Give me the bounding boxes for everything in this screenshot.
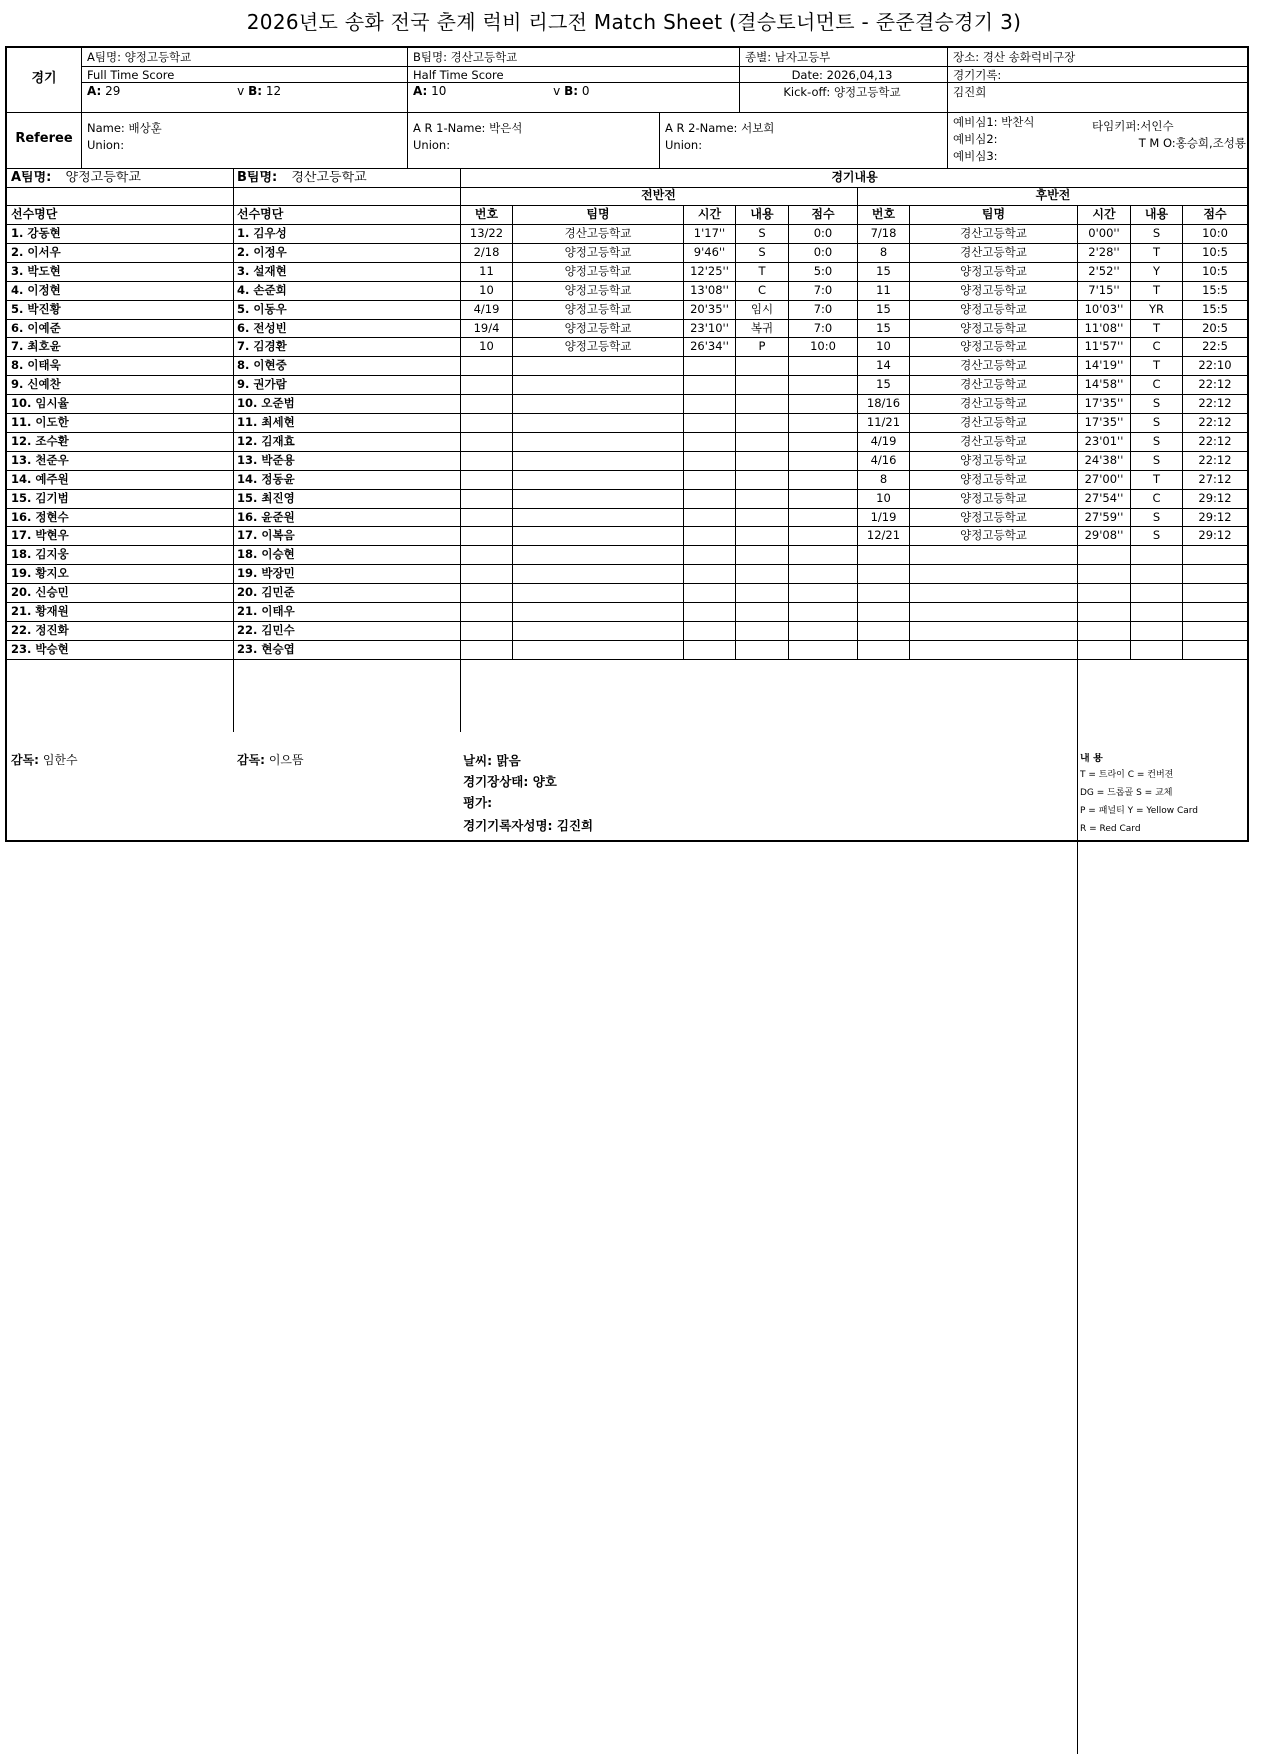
first-half-event-cell: 2/18 xyxy=(473,244,500,259)
player-a-row: 7. 최호윤 xyxy=(11,339,61,354)
divider xyxy=(909,205,910,659)
divider xyxy=(7,112,1247,113)
second-half-event-cell: 22:12 xyxy=(1198,377,1232,392)
divider xyxy=(7,432,1247,433)
second-half-event-cell: 22:10 xyxy=(1198,358,1232,373)
second-half-event-cell: 15 xyxy=(876,301,891,316)
player-a-row: 4. 이정현 xyxy=(11,282,61,297)
divider xyxy=(659,112,660,168)
first-half-event-cell: 0:0 xyxy=(813,244,833,259)
second-half-event-cell: 양정고등학교 xyxy=(960,320,1027,335)
second-half-event-cell: 4/16 xyxy=(870,452,897,467)
first-half-event-cell: 10:0 xyxy=(810,339,836,354)
team-a-title-label: A팀명: xyxy=(11,171,52,185)
tmo: T M O:홍승희,조성룡 xyxy=(1138,136,1246,150)
first-half-event-cell: 임시 xyxy=(750,301,774,316)
team-a-label: A팀명: 양정고등학교 xyxy=(87,50,192,64)
half-time-score xyxy=(413,84,733,98)
content-title: 경기내용 xyxy=(831,170,878,184)
player-b-row: 12. 김재효 xyxy=(237,433,295,448)
first-half-event-cell: S xyxy=(758,226,766,240)
team-b-title-label: B팀명: xyxy=(237,171,278,185)
second-half-title: 후반전 xyxy=(1035,188,1071,202)
second-half-event-cell: 10'03'' xyxy=(1084,301,1124,316)
second-half-event-cell: 양정고등학교 xyxy=(960,263,1027,278)
reserve-referee-1: 예비심1: 박찬식 xyxy=(953,115,1035,129)
legend-line-1: T = 트라이 C = 컨버젼 xyxy=(1080,770,1174,780)
venue-label: 장소: 경산 송화럭비구장 xyxy=(953,50,1076,64)
first-half-event-cell: T xyxy=(758,263,766,278)
second-half-event-cell: YR xyxy=(1148,301,1164,316)
second-half-event-cell: 1/19 xyxy=(870,509,897,524)
first-half-event-cell: 7:0 xyxy=(813,301,833,316)
first-half-event-cell: 경산고등학교 xyxy=(564,226,632,240)
second-half-event-cell: 27:12 xyxy=(1198,471,1232,486)
player-a-row: 11. 이도한 xyxy=(11,415,69,429)
divider xyxy=(1077,659,1078,1659)
reserve-referee-3: 예비심3: xyxy=(953,149,998,163)
full-a-val: 29 xyxy=(105,84,121,98)
second-half-event-cell: 27'54'' xyxy=(1084,490,1124,505)
half-b-val: 0 xyxy=(581,84,590,98)
second-half-header-0: 번호 xyxy=(871,207,896,221)
player-b-row: 8. 이현중 xyxy=(237,358,287,373)
ar1-union: Union: xyxy=(413,138,451,152)
second-half-event-cell: 14 xyxy=(876,358,891,373)
first-half-event-cell: 5:0 xyxy=(813,263,833,278)
coach-b-name: 이으뜸 xyxy=(268,753,304,767)
second-half-event-cell: 7/18 xyxy=(870,226,897,240)
player-a-row: 5. 박진황 xyxy=(11,301,61,316)
second-half-event-cell: T xyxy=(1152,471,1161,486)
second-half-event-cell: 11'57'' xyxy=(1084,339,1124,354)
coach-a xyxy=(11,753,231,767)
second-half-event-cell: 8 xyxy=(879,244,888,259)
second-half-event-cell: T xyxy=(1152,244,1161,259)
category-label: 종별: 남자고등부 xyxy=(745,50,831,64)
divider xyxy=(7,621,1247,622)
divider xyxy=(1077,205,1078,659)
divider xyxy=(7,224,1247,225)
full-b: B: xyxy=(248,84,263,98)
player-b-row: 1. 김우성 xyxy=(237,226,287,240)
player-a-row: 9. 신예찬 xyxy=(11,377,61,392)
player-b-row: 23. 현승엽 xyxy=(237,641,295,656)
player-a-row: 2. 이서우 xyxy=(11,244,61,259)
second-half-event-cell: 15 xyxy=(876,320,891,335)
divider xyxy=(7,640,1247,641)
first-half-event-cell: 양정고등학교 xyxy=(564,320,632,335)
second-half-event-cell: 17'35'' xyxy=(1084,396,1124,411)
half-b: B: xyxy=(564,84,579,98)
first-half-event-cell: 9'46'' xyxy=(693,244,726,259)
divider xyxy=(7,451,1247,452)
second-half-event-cell: 2'28'' xyxy=(1088,244,1120,259)
player-b-row: 3. 설재현 xyxy=(237,263,287,278)
first-half-header-3: 내용 xyxy=(750,207,774,221)
second-half-event-cell: 14'19'' xyxy=(1084,358,1124,373)
divider xyxy=(81,82,1247,83)
player-b-row: 19. 박장민 xyxy=(237,566,295,581)
legend-title: 내 용 xyxy=(1080,753,1103,764)
match-label: 경기 xyxy=(31,71,57,86)
second-half-event-cell: T xyxy=(1152,282,1161,297)
divider xyxy=(7,508,1247,509)
second-half-event-cell: 22:12 xyxy=(1198,433,1232,448)
evaluation: 평가: xyxy=(463,796,493,810)
half-v: v xyxy=(553,84,561,98)
team-a-title-name: 양정고등학교 xyxy=(65,171,141,185)
second-half-event-cell: 4/19 xyxy=(870,433,897,448)
second-half-event-cell: 양정고등학교 xyxy=(960,509,1027,524)
second-half-event-cell: 27'59'' xyxy=(1084,509,1124,524)
divider xyxy=(7,262,1247,263)
team-a-title xyxy=(11,171,231,185)
second-half-event-cell: 29:12 xyxy=(1198,528,1232,543)
first-half-event-cell: 10 xyxy=(479,339,494,354)
ar1-name: A R 1-Name: 박은석 xyxy=(413,121,523,135)
second-half-event-cell: 23'01'' xyxy=(1084,433,1124,448)
full-time-score xyxy=(87,84,407,98)
player-a-row: 10. 임시율 xyxy=(11,396,69,411)
roster-header-b: 선수명단 xyxy=(237,207,284,221)
divider xyxy=(7,470,1247,471)
second-half-event-cell: 경산고등학교 xyxy=(960,415,1027,429)
second-half-event-cell: 0'00'' xyxy=(1088,226,1120,240)
first-half-event-cell: 23'10'' xyxy=(690,320,729,335)
divider xyxy=(7,243,1247,244)
divider xyxy=(1130,205,1131,659)
full-time-label: Full Time Score xyxy=(87,68,175,82)
second-half-event-cell: 20:5 xyxy=(1202,320,1228,335)
field-condition: 경기장상태: 양호 xyxy=(463,775,557,789)
second-half-event-cell: 양정고등학교 xyxy=(960,490,1027,505)
second-half-event-cell: Y xyxy=(1152,263,1161,278)
divider xyxy=(7,300,1247,301)
second-half-event-cell: T xyxy=(1152,358,1161,373)
divider xyxy=(739,48,740,112)
player-b-row: 18. 이승현 xyxy=(237,547,295,562)
divider xyxy=(7,413,1247,414)
player-a-row: 6. 이예준 xyxy=(11,320,61,335)
second-half-event-cell: S xyxy=(1152,226,1161,240)
half-time-label: Half Time Score xyxy=(413,68,504,82)
full-v: v xyxy=(237,84,245,98)
player-b-row: 9. 권가람 xyxy=(237,377,287,392)
divider xyxy=(7,319,1247,320)
first-half-event-cell: 양정고등학교 xyxy=(564,244,632,259)
divider xyxy=(7,356,1247,357)
player-a-row: 14. 예주원 xyxy=(11,471,69,486)
first-half-event-cell: 11 xyxy=(479,263,494,278)
divider xyxy=(7,602,1247,603)
first-half-header-1: 팀명 xyxy=(586,207,610,221)
first-half-event-cell: P xyxy=(758,339,766,354)
second-half-event-cell: 11/21 xyxy=(866,415,901,429)
player-a-row: 13. 천준우 xyxy=(11,452,69,467)
second-half-event-cell: 10:5 xyxy=(1202,263,1228,278)
divider xyxy=(81,66,1247,67)
second-half-header-3: 내용 xyxy=(1144,207,1169,221)
record-label: 경기기록: xyxy=(953,68,1002,82)
reserve-referee-2: 예비심2: xyxy=(953,132,998,146)
first-half-event-cell: 양정고등학교 xyxy=(564,339,632,354)
first-half-event-cell: 19/4 xyxy=(473,320,500,335)
legend-line-2: DG = 드롭골 S = 교체 xyxy=(1080,788,1173,798)
second-half-event-cell: 양정고등학교 xyxy=(960,301,1027,316)
player-b-row: 13. 박준용 xyxy=(237,452,295,467)
second-half-event-cell: 경산고등학교 xyxy=(960,377,1027,392)
record-writer: 경기기록자성명: 김진희 xyxy=(463,819,594,833)
referee-union: Union: xyxy=(87,138,125,152)
player-a-row: 22. 정진화 xyxy=(11,622,69,637)
player-a-row: 12. 조수환 xyxy=(11,433,69,448)
kickoff: Kick-off: 양정고등학교 xyxy=(783,85,901,99)
divider xyxy=(7,489,1247,490)
first-half-event-cell: S xyxy=(758,244,766,259)
second-half-event-cell: 22:5 xyxy=(1202,339,1228,354)
first-half-event-cell: 26'34'' xyxy=(690,339,729,354)
weather: 날씨: 맑음 xyxy=(463,754,521,768)
second-half-event-cell: 11 xyxy=(876,282,891,297)
divider xyxy=(947,48,948,168)
divider xyxy=(7,337,1247,338)
player-a-row: 18. 김지웅 xyxy=(11,547,69,562)
divider xyxy=(7,375,1247,376)
second-half-event-cell: 29:12 xyxy=(1198,509,1232,524)
second-half-event-cell: 양정고등학교 xyxy=(960,528,1027,543)
player-b-row: 21. 이태우 xyxy=(237,604,295,618)
second-half-event-cell: 27'00'' xyxy=(1084,471,1124,486)
player-a-row: 15. 김기범 xyxy=(11,490,69,505)
second-half-event-cell: 15:5 xyxy=(1202,282,1228,297)
coach-a-name: 임한수 xyxy=(42,753,78,767)
second-half-event-cell: 15 xyxy=(876,377,891,392)
match-sheet xyxy=(5,46,1249,842)
second-half-event-cell: 양정고등학교 xyxy=(960,452,1027,467)
first-half-event-cell: 양정고등학교 xyxy=(564,263,632,278)
player-b-row: 20. 김민준 xyxy=(237,585,295,600)
second-half-event-cell: 29:12 xyxy=(1198,490,1232,505)
player-a-row: 20. 신승민 xyxy=(11,585,69,600)
divider xyxy=(460,205,1247,206)
second-half-event-cell: S xyxy=(1152,528,1161,543)
ar2-name: A R 2-Name: 서보희 xyxy=(665,121,775,135)
player-b-row: 14. 정동윤 xyxy=(237,471,295,486)
first-half-event-cell: 7:0 xyxy=(813,320,833,335)
second-half-event-cell: 14'58'' xyxy=(1084,377,1124,392)
team-b-title-name: 경산고등학교 xyxy=(291,171,367,185)
player-b-row: 16. 윤준원 xyxy=(237,509,295,524)
referee-label: Referee xyxy=(15,131,73,146)
second-half-event-cell: C xyxy=(1152,339,1161,354)
second-half-event-cell: 7'15'' xyxy=(1088,282,1120,297)
divider xyxy=(7,526,1247,527)
first-half-event-cell: 4/19 xyxy=(473,301,500,316)
divider xyxy=(1182,205,1183,659)
second-half-event-cell: C xyxy=(1152,377,1161,392)
first-half-title: 전반전 xyxy=(641,188,676,202)
second-half-event-cell: 10 xyxy=(876,339,891,354)
first-half-event-cell: 양정고등학교 xyxy=(564,301,632,316)
player-a-row: 21. 황재원 xyxy=(11,604,69,618)
first-half-event-cell: 1'17'' xyxy=(693,226,726,240)
roster-header-a: 선수명단 xyxy=(11,207,58,221)
player-a-row: 3. 박도현 xyxy=(11,263,61,278)
first-half-event-cell: 13/22 xyxy=(469,226,504,240)
second-half-event-cell: 경산고등학교 xyxy=(960,433,1027,448)
coach-a-label: 감독: xyxy=(11,753,39,767)
player-b-row: 5. 이동우 xyxy=(237,301,287,316)
divider xyxy=(683,205,684,659)
second-half-event-cell: 양정고등학교 xyxy=(960,339,1027,354)
player-a-row: 8. 이태욱 xyxy=(11,358,61,373)
divider xyxy=(7,281,1247,282)
second-half-header-4: 점수 xyxy=(1203,207,1227,221)
second-half-event-cell: 15:5 xyxy=(1202,301,1228,316)
divider xyxy=(857,187,858,659)
second-half-event-cell: C xyxy=(1152,490,1161,505)
first-half-event-cell: 13'08'' xyxy=(690,282,729,297)
player-a-row: 16. 정현수 xyxy=(11,509,69,524)
divider xyxy=(7,659,1247,660)
second-half-event-cell: 12/21 xyxy=(866,528,901,543)
first-half-event-cell: 20'35'' xyxy=(690,301,729,316)
legend-line-3: P = 패널티 Y = Yellow Card xyxy=(1080,806,1199,816)
second-half-event-cell: 경산고등학교 xyxy=(960,226,1027,240)
second-half-event-cell: 10:0 xyxy=(1202,226,1228,240)
team-b-label: B팀명: 경산고등학교 xyxy=(413,50,518,64)
divider xyxy=(7,564,1247,565)
full-a: A: xyxy=(87,84,102,98)
match-date: Date: 2026,04,13 xyxy=(791,68,893,82)
second-half-event-cell: 경산고등학교 xyxy=(960,244,1027,259)
second-half-event-cell: 11'08'' xyxy=(1084,320,1124,335)
player-a-row: 1. 강동현 xyxy=(11,226,61,240)
first-half-event-cell: 0:0 xyxy=(813,226,833,240)
half-a: A: xyxy=(413,84,428,98)
divider xyxy=(788,205,789,659)
second-half-event-cell: S xyxy=(1152,452,1161,467)
second-half-event-cell: 양정고등학교 xyxy=(960,282,1027,297)
first-half-header-2: 시간 xyxy=(697,207,722,221)
divider xyxy=(7,168,1247,169)
first-half-event-cell: 복귀 xyxy=(750,320,774,335)
first-half-event-cell: C xyxy=(757,282,767,297)
divider xyxy=(7,583,1247,584)
player-b-row: 4. 손준희 xyxy=(237,282,287,297)
second-half-event-cell: 10:5 xyxy=(1202,244,1228,259)
referee-name: Name: 배상훈 xyxy=(87,121,162,135)
divider xyxy=(460,187,1247,188)
second-half-event-cell: 22:12 xyxy=(1198,415,1232,429)
second-half-event-cell: 24'38'' xyxy=(1084,452,1124,467)
timekeeper: 타임키퍼:서인수 xyxy=(1092,119,1174,133)
divider xyxy=(7,394,1247,395)
player-b-row: 7. 김경환 xyxy=(237,339,287,354)
recorder-name: 김진희 xyxy=(953,85,987,99)
second-half-header-2: 시간 xyxy=(1092,207,1116,221)
second-half-event-cell: T xyxy=(1152,320,1161,335)
full-b-val: 12 xyxy=(265,84,282,98)
second-half-event-cell: 경산고등학교 xyxy=(960,358,1027,373)
divider xyxy=(81,48,82,168)
second-half-event-cell: 2'52'' xyxy=(1088,263,1120,278)
second-half-event-cell: 29'08'' xyxy=(1084,528,1124,543)
second-half-event-cell: 8 xyxy=(879,471,888,486)
second-half-event-cell: 22:12 xyxy=(1198,452,1232,467)
player-b-row: 22. 김민수 xyxy=(237,622,295,637)
ar2-union: Union: xyxy=(665,138,703,152)
second-half-event-cell: S xyxy=(1152,509,1161,524)
player-a-row: 19. 황지오 xyxy=(11,566,69,581)
second-half-event-cell: 경산고등학교 xyxy=(960,396,1027,411)
second-half-event-cell: 17'35'' xyxy=(1084,415,1124,429)
player-b-row: 11. 최세현 xyxy=(237,415,295,429)
first-half-header-4: 점수 xyxy=(811,207,835,221)
second-half-header-1: 팀명 xyxy=(981,207,1006,221)
player-b-row: 6. 전성빈 xyxy=(237,320,287,335)
player-b-row: 2. 이정우 xyxy=(237,244,287,259)
first-half-event-cell: 12'25'' xyxy=(690,263,729,278)
coach-b-label: 감독: xyxy=(237,753,265,767)
coach-b xyxy=(237,753,457,767)
half-a-val: 10 xyxy=(431,84,447,98)
team-b-title xyxy=(237,171,457,185)
first-half-event-cell: 7:0 xyxy=(813,282,833,297)
divider xyxy=(7,545,1247,546)
player-a-row: 23. 박승현 xyxy=(11,641,69,656)
second-half-event-cell: 양정고등학교 xyxy=(960,471,1027,486)
first-half-event-cell: 양정고등학교 xyxy=(564,282,632,297)
first-half-header-0: 번호 xyxy=(474,207,499,221)
second-half-event-cell: 10 xyxy=(876,490,891,505)
second-half-event-cell: S xyxy=(1152,415,1161,429)
player-b-row: 10. 오준범 xyxy=(237,396,295,411)
divider xyxy=(407,48,408,168)
first-half-event-cell: 10 xyxy=(479,282,494,297)
player-b-row: 15. 최진영 xyxy=(237,490,295,505)
second-half-event-cell: S xyxy=(1152,433,1161,448)
divider xyxy=(512,205,513,659)
second-half-event-cell: S xyxy=(1152,396,1161,411)
player-b-row: 17. 이복음 xyxy=(237,528,295,543)
second-half-event-cell: 22:12 xyxy=(1198,396,1232,411)
second-half-event-cell: 15 xyxy=(876,263,891,278)
legend-line-4: R = Red Card xyxy=(1080,824,1141,834)
player-a-row: 17. 박현우 xyxy=(11,528,69,543)
second-half-event-cell: 18/16 xyxy=(866,396,901,411)
divider xyxy=(735,205,736,659)
page-title: 2026년도 송화 전국 춘계 럭비 리그전 Match Sheet (결승토너먼트 - 준준결승경기 3) xyxy=(246,10,1022,34)
